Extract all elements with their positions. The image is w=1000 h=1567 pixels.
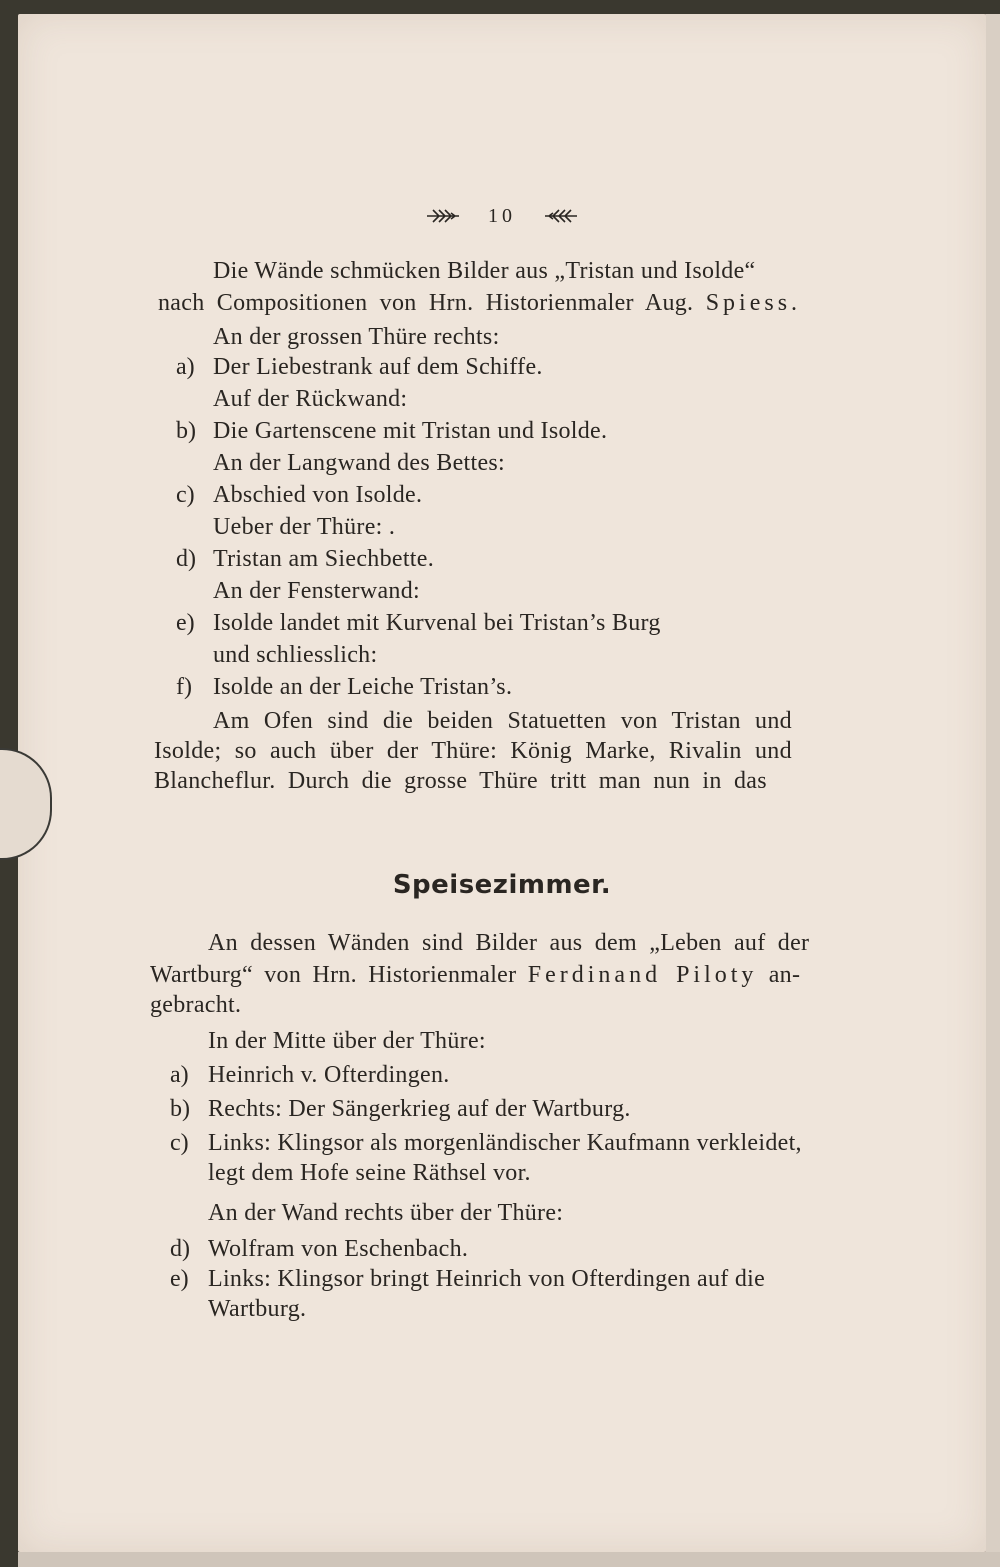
list-item: Tristan am Siechbette. [213,546,435,572]
intro-line-3: gebracht. [150,992,242,1018]
list-item: Links: Klingsor als morgenländischer Kaufmann verkleidet, [208,1130,802,1156]
page-edge-right [985,14,1000,1552]
page-edge-bottom [18,1552,1000,1567]
subheading: Ueber der Thüre: . [213,514,396,540]
intro-line-2-end: an- [768,962,801,988]
ornament-right-icon [543,207,579,225]
section-title: Speisezimmer. [392,870,612,900]
subheading: An der Fensterwand: [213,578,420,604]
item-label: a) [170,1062,189,1088]
item-label: d) [176,546,196,572]
page-number: 10 [488,204,516,227]
subheading: und schliesslich: [213,642,378,668]
list-item: Isolde an der Leiche Tristan’s. [213,674,513,700]
intro-line-2-text: Wartburg“ von Hrn. Historienmaler [150,962,517,988]
list-item: Abschied von Isolde. [213,482,423,508]
item-label: e) [176,610,195,636]
painter-name-spiess: Spiess. [705,290,802,316]
item-label: b) [170,1096,190,1122]
list-item-continuation: Wartburg. [208,1296,307,1322]
list-item: Links: Klingsor bringt Heinrich von Ofterdingen auf die [208,1266,766,1292]
list-item: Die Gartenscene mit Tristan und Isolde. [213,418,608,444]
list-item: Isolde landet mit Kurvenal bei Tristan’s Burg [213,610,661,636]
list-item: Der Liebestrank auf dem Schiffe. [213,354,543,380]
item-label: e) [170,1266,189,1292]
closing-line-3: Blancheflur. Durch die grosse Thüre tritt man nun in das [154,768,767,794]
painter-name-piloty: Ferdinand Piloty [527,962,758,988]
list-item: Rechts: Der Sängerkrieg auf der Wartburg. [208,1096,631,1122]
item-label: f) [176,674,192,700]
item-label: a) [176,354,195,380]
item-label: c) [170,1130,189,1156]
intro-line-1: Die Wände schmücken Bilder aus „Tristan und Isolde“ [213,258,756,284]
list-item: Wolfram von Eschenbach. [208,1236,469,1262]
intro-line-2-text: nach Compositionen von Hrn. Historienmaler Aug. [158,290,694,316]
subheading: Auf der Rückwand: [213,386,408,412]
document-page [18,14,986,1552]
intro-line-2 [150,960,800,990]
item-label: b) [176,418,196,444]
page-header [18,204,986,228]
closing-line-1: Am Ofen sind die beiden Statuetten von Tristan und [213,708,792,734]
subheading: An der Langwand des Bettes: [213,450,506,476]
item-label: c) [176,482,195,508]
subheading: An der grossen Thüre rechts: [213,324,500,350]
item-label: d) [170,1236,190,1262]
list-item: Heinrich v. Ofterdingen. [208,1062,450,1088]
list-item-continuation: legt dem Hofe seine Räthsel vor. [208,1160,531,1186]
ornament-left-icon [425,207,461,225]
intro-line-1: An dessen Wänden sind Bilder aus dem „Leben auf der [208,930,810,956]
closing-line-2: Isolde; so auch über der Thüre: König Marke, Rivalin und [154,738,792,764]
subheading: In der Mitte über der Thüre: [208,1028,486,1054]
intro-line-2 [158,288,801,318]
subheading: An der Wand rechts über der Thüre: [208,1200,564,1226]
